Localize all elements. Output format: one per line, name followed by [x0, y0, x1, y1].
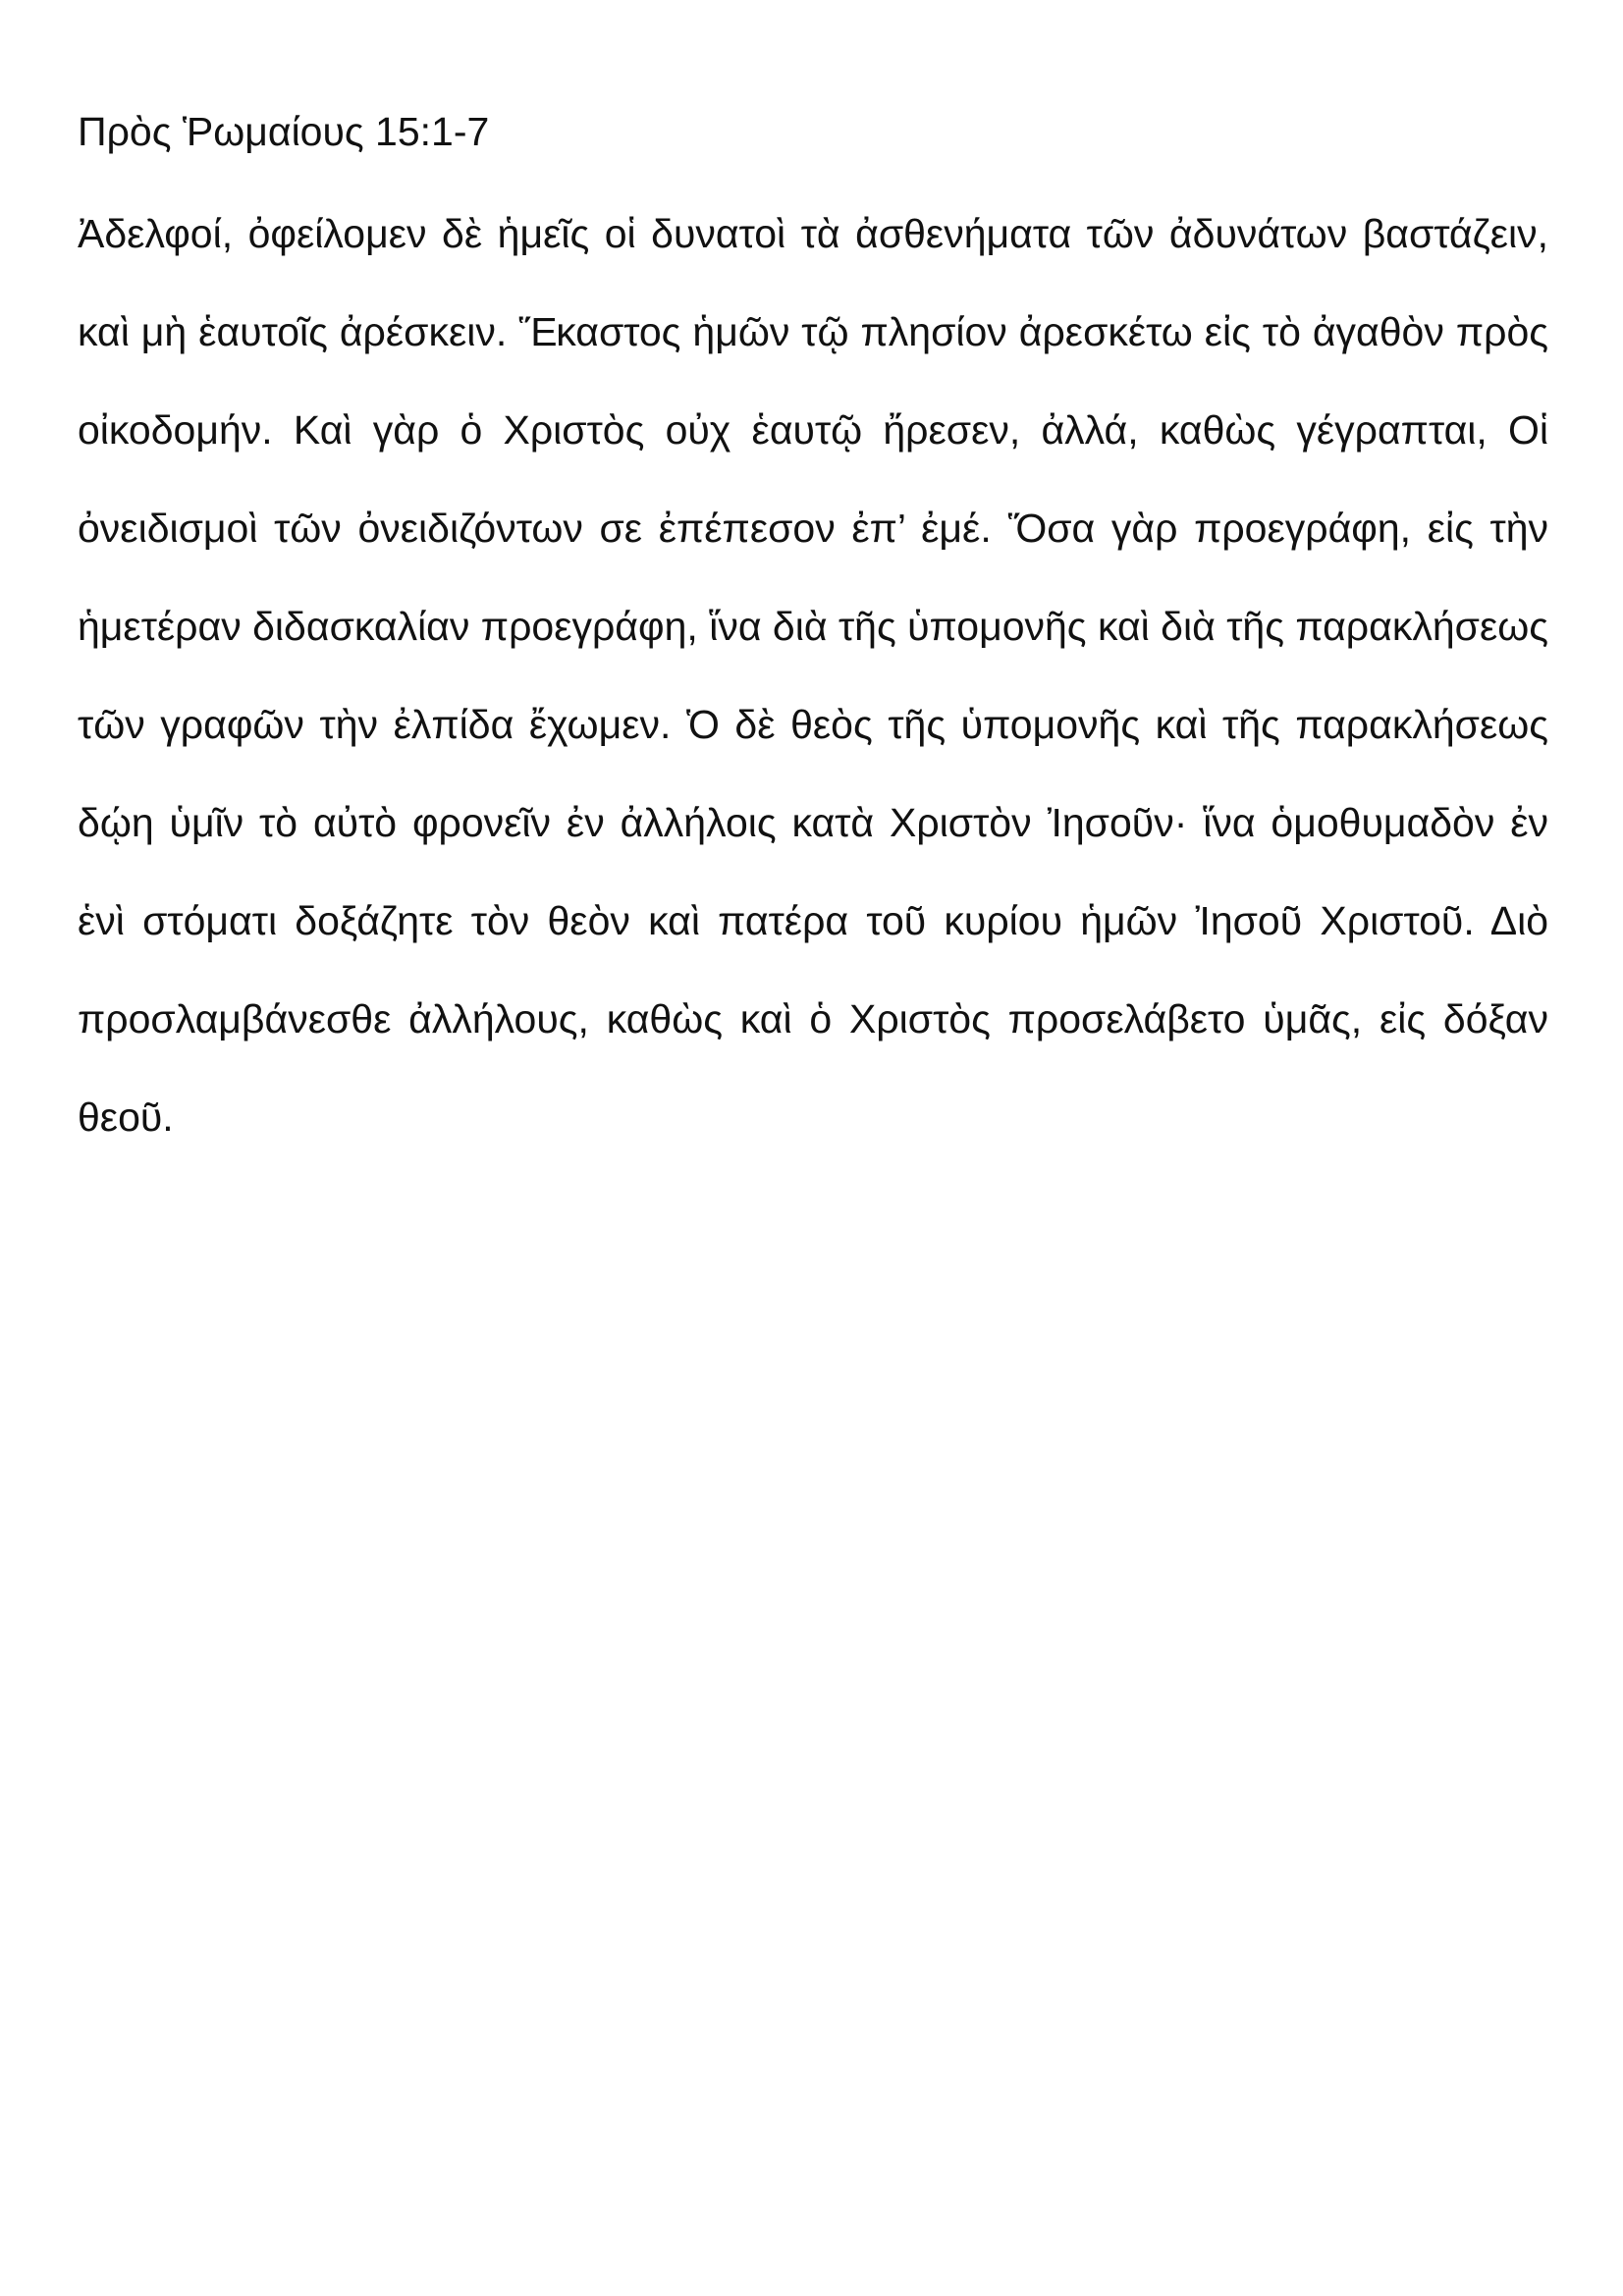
document-content: [78, 102, 1548, 1166]
passage-reference-heading: Πρὸς Ῥωμαίους 15:1-7: [78, 109, 490, 154]
passage-text: Ἀδελφοί, ὀφείλομεν δὲ ἡμεῖς οἱ δυνατοὶ τὰ ἀσθενήματα τῶν ἀδυνάτων βαστάζειν, καὶ μὴ ἑαυτοῖς ἀρέσκειν. Ἕκαστος ἡμῶν τῷ πλησίον ἀρεσκέτω εἰς τὸ ἀγαθὸν πρὸς οἰκοδομήν. Καὶ γὰρ ὁ Χριστὸς οὐχ ἑαυτῷ ἤρεσεν, ἀλλά, καθὼς γέγραπται, Οἱ ὀνειδισμοὶ τῶν ὀνειδιζόντων σε ἐπέπεσον ἐπ’ ἐμέ. Ὅσα γὰρ προεγράφη, εἰς τὴν ἡμετέραν διδασκαλίαν προεγράφη, ἵνα διὰ τῆς ὑπομονῆς καὶ διὰ τῆς παρακλήσεως τῶν γραφῶν τὴν ἐλπίδα ἔχωμεν. Ὁ δὲ θεὸς τῆς ὑπομονῆς καὶ τῆς παρακλήσεως δῴη ὑμῖν τὸ αὐτὸ φρονεῖν ἐν ἀλλήλοις κατὰ Χριστὸν Ἰησοῦν· ἵνα ὁμοθυμαδὸν ἐν ἑνὶ στόματι δοξάζητε τὸν θεὸν καὶ πατέρα τοῦ κυρίου ἡμῶν Ἰησοῦ Χριστοῦ. Διὸ προσλαμβάνεσθε ἀλλήλους, καθὼς καὶ ὁ Χριστὸς προσελάβετο ὑμᾶς, εἰς δόξαν θεοῦ.: [78, 211, 1548, 1140]
